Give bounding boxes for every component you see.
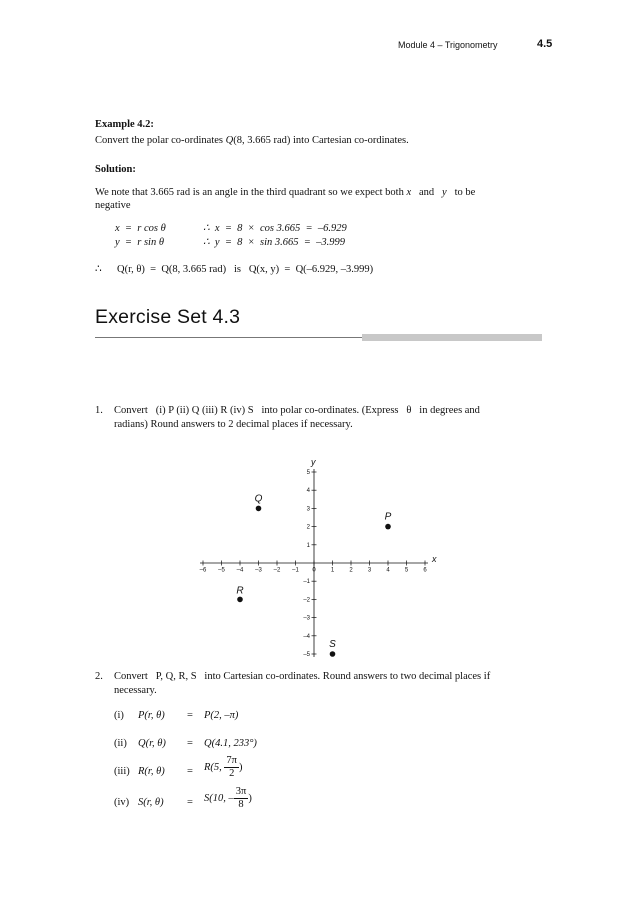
item-iii-label: (iii) [114,766,130,777]
item-iv-frac-num: 3π [235,786,247,797]
note-y: y [442,187,447,198]
item-iii-rhs-post: ) [238,761,243,773]
equation-y-value: ∴ y = 8 × sin 3.665 = –3.999 [203,237,345,248]
question-1-line1: Convert (i) P (ii) Q (iii) R (iv) S into polar co-ordinates. (Express θ in degrees and [114,405,480,416]
x-tick-label: 2 [349,567,353,574]
item-iii-fraction [224,755,239,780]
item-ii-lhs: Q(r, θ) [138,738,166,749]
item-ii-rhs: Q(4.1, 233°) [204,738,257,749]
y-axis-label: y [311,457,316,467]
x-tick-label: 1 [330,567,335,574]
y-tick-label: 5 [306,470,310,476]
item-iii-equals: = [187,766,193,777]
point-p [385,524,391,530]
x-tick-label: –5 [218,567,225,574]
item-iii-lhs: R(r, θ) [138,766,165,777]
example-conclusion: Q(r, θ) = Q(8, 3.665 rad) is Q(x, y) = Q(–6.929, –3.999) [117,264,374,275]
item-iv-fraction [234,786,249,811]
equation-x-value: ∴ x = 8 × cos 3.665 = –6.929 [203,223,347,234]
x-tick-label: 5 [404,567,409,574]
item-i-label: (i) [114,710,124,721]
y-tick-label: –5 [303,652,310,658]
plot-layer [200,457,437,658]
point-r [237,597,243,603]
point-label-s: S [329,639,336,650]
item-iv-lhs: S(r, θ) [138,797,164,808]
note-text: We note that 3.665 rad is an angle in the third quadrant so we expect both [95,187,407,198]
equation-y-polar: y = r sin θ [115,237,164,248]
example-prompt-coords: (8, 3.665 rad) into Cartesian co-ordinates. [233,135,409,146]
note-x: x [406,187,412,198]
example-title: Example 4.2: [95,119,154,130]
x-tick-label: –6 [199,567,207,574]
item-iii-rhs [204,755,242,780]
therefore-symbol: ∴ [95,264,102,275]
x-axis-label: x [432,554,437,564]
x-tick-label: –3 [255,567,262,574]
point-q [256,506,262,512]
solution-note-line2: negative [95,200,131,211]
item-iii-frac-den: 2 [229,768,235,779]
point-label-q: Q [254,493,263,505]
question-1-line2: radians) Round answers to 2 decimal places if necessary. [114,419,353,430]
example-prompt-text: Convert the polar co-ordinates [95,135,226,146]
solution-note-line1 [95,185,475,200]
item-iv-rhs [204,786,252,811]
title-rule-thin [95,337,363,338]
x-tick-label: 3 [367,567,372,574]
item-i-equals: = [187,710,193,721]
note-and: and [419,187,435,198]
x-tick-label: 0 [312,567,316,574]
y-tick-label: –3 [303,615,310,622]
item-iii-frac-num: 7π [226,755,237,766]
equation-x-polar: x = r cos θ [115,223,166,234]
point-s [330,651,336,657]
x-tick-label: –1 [292,567,299,574]
item-iv-label: (iv) [114,797,130,808]
solution-label: Solution: [95,164,136,175]
running-header: Module 4 – Trigonometry [398,40,498,50]
example-prompt-point: Q [225,135,234,146]
item-ii-equals: = [187,738,193,749]
y-tick-label: –1 [303,579,310,586]
x-tick-label: –4 [236,567,244,574]
item-i-rhs: P(2, –π) [204,710,239,721]
point-label-p: P [384,511,392,523]
item-ii-label: (ii) [114,738,127,749]
question-2-number: 2. [95,671,103,682]
y-tick-label: –4 [303,633,310,640]
page-number: 4.5 [537,38,553,50]
question-2-line1: Convert P, Q, R, S into Cartesian co-ordinates. Round answers to two decimal places if [114,671,491,682]
x-tick-label: 4 [386,567,390,574]
item-iv-rhs-post: ) [248,792,252,804]
item-i-lhs: P(r, θ) [138,710,165,721]
note-tail: to be [454,187,476,198]
example-prompt [95,133,409,148]
y-tick-label: 3 [306,506,310,513]
y-tick-label: 1 [306,542,310,549]
item-iv-frac-den: 8 [238,799,244,810]
item-iv-equals: = [187,797,193,808]
y-tick-label: –2 [303,597,310,604]
exercise-set-title: Exercise Set 4.3 [95,306,241,328]
question-2-line2: necessary. [114,685,157,696]
point-label-r: R [236,585,244,597]
question-1-number: 1. [95,405,103,416]
x-tick-label: 6 [423,567,427,574]
y-tick-label: 4 [306,488,310,495]
x-tick-label: –2 [273,567,281,574]
title-rule-thick [362,334,542,341]
item-iii-rhs-pre: R(5, [204,761,225,773]
item-iv-rhs-pre: S(10, – [204,792,234,804]
y-tick-label: 2 [306,524,310,531]
coordinate-plane [190,448,450,663]
